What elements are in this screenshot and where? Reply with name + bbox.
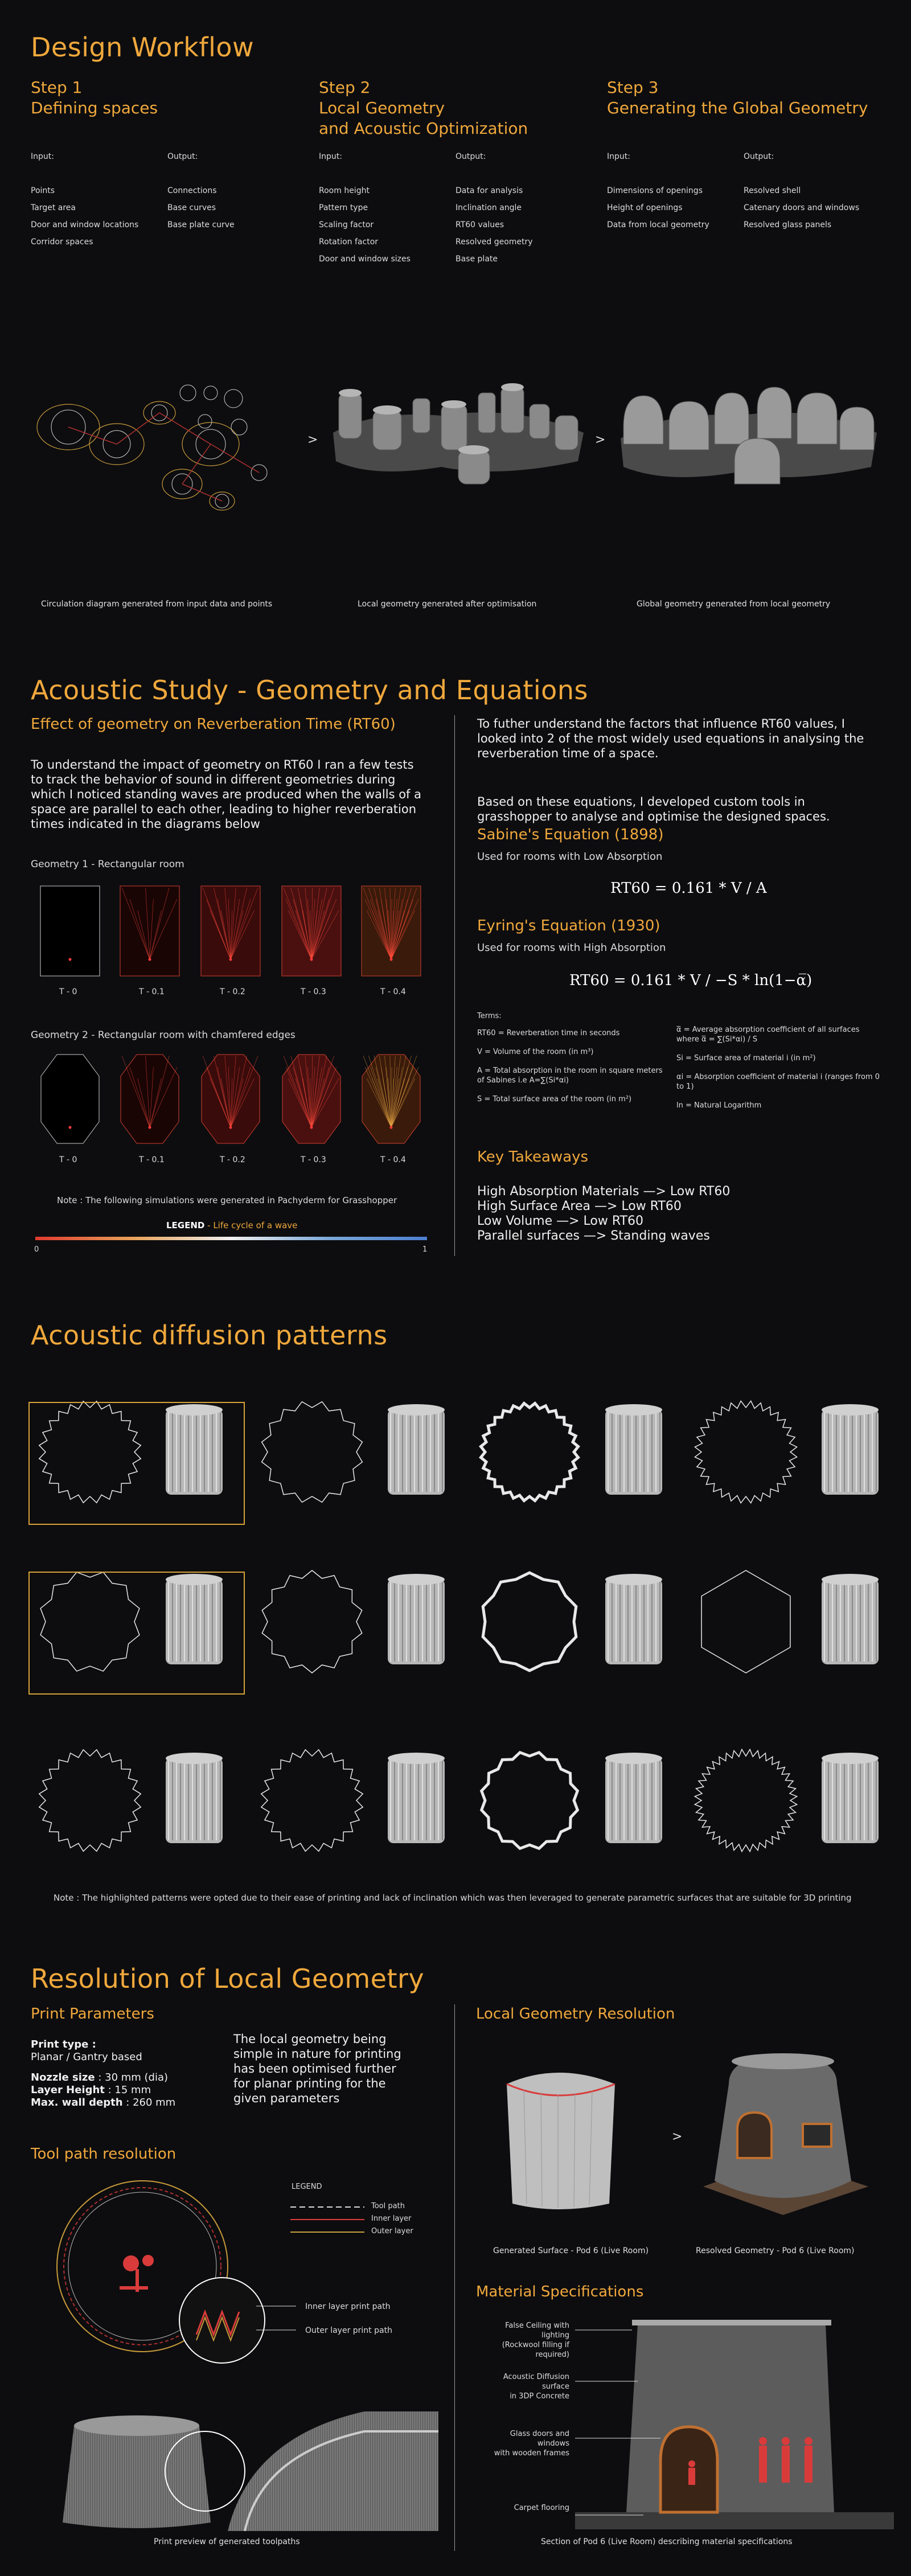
workflow-step-output-item: RT60 values bbox=[456, 220, 504, 229]
workflow-step-number: Step 1 bbox=[31, 78, 83, 97]
rt60-simulation-frame bbox=[120, 1053, 180, 1145]
wave-legend-title bbox=[166, 1220, 297, 1230]
acoustic-title: Acoustic Study - Geometry and Equations bbox=[31, 675, 588, 705]
simulation-time-label: T - 0 bbox=[59, 1155, 77, 1164]
takeaways-title: Key Takeaways bbox=[477, 1148, 589, 1166]
simulation-time-label: T - 0.2 bbox=[220, 987, 245, 996]
wall-label: Max. wall depth bbox=[31, 2097, 123, 2109]
workflow-step-output-column bbox=[456, 148, 533, 268]
equation-term: Si = Surface area of material i (in m²) bbox=[676, 1054, 816, 1063]
pachyderm-note: Note : The following simulations were generated in Pachyderm for Grasshopper bbox=[57, 1195, 397, 1205]
workflow-step-name: Local Geometry and Acoustic Optimization bbox=[319, 99, 528, 138]
equation-term: V = Volume of the room (in m³) bbox=[477, 1048, 594, 1056]
workflow-step-number: Step 2 bbox=[319, 78, 371, 97]
rt60-simulation-frame bbox=[40, 885, 100, 977]
workflow-title: Design Workflow bbox=[31, 32, 255, 63]
rt60-simulation-frame bbox=[281, 885, 342, 977]
workflow-step-input-item: Data from local geometry bbox=[607, 220, 709, 229]
terms-left bbox=[477, 1028, 671, 1113]
pod-section-render bbox=[575, 2313, 894, 2535]
rt60-simulation-frame bbox=[361, 1053, 421, 1145]
equation-term: αi = Absorption coefficient of material i (ranges from 0 to 1) bbox=[676, 1073, 880, 1091]
workflow-step-output-item: Resolved geometry bbox=[456, 237, 533, 247]
generated-surface-render bbox=[495, 2061, 626, 2215]
layer-value: : 15 mm bbox=[104, 2084, 151, 2096]
print-preview-caption: Print preview of generated toolpaths bbox=[154, 2537, 300, 2546]
rt60-simulation-frame bbox=[120, 885, 180, 977]
workflow-step-input-column bbox=[607, 148, 709, 233]
takeaway-item: Parallel surfaces —> Standing waves bbox=[477, 1229, 710, 1243]
diffusion-cylinder-render bbox=[602, 1570, 665, 1673]
simulation-time-label: T - 0.3 bbox=[301, 1155, 326, 1164]
outer-layer-label: Outer layer print path bbox=[305, 2326, 392, 2335]
diffusion-ring-plan bbox=[473, 1565, 586, 1679]
rt60-simulation-frame bbox=[200, 1053, 261, 1145]
workflow-step-input-item: Height of openings bbox=[607, 203, 683, 212]
diffusion-note: Note : The highlighted patterns were opted due to their ease of printing and lack of inclination which was then leveraged to generate parametric surfaces that are suitable for 3D printing bbox=[54, 1893, 852, 1903]
toolpath-legend-title: LEGEND bbox=[292, 2183, 322, 2191]
toolpath-legend-item: Inner layer bbox=[371, 2214, 412, 2223]
legend-title: LEGEND bbox=[166, 1220, 205, 1230]
workflow-step-input-item: Target area bbox=[31, 203, 76, 212]
workflow-step-output-item: Resolved glass panels bbox=[744, 220, 832, 229]
diffusion-ring-plan bbox=[33, 1744, 147, 1857]
material-spec-label: Glass doors and windows with wooden frames bbox=[494, 2430, 569, 2458]
workflow-step-input-label: Input: bbox=[319, 152, 342, 161]
simulation-time-label: T - 0.1 bbox=[139, 1155, 165, 1164]
toolpath-legend-item: Tool path bbox=[371, 2202, 405, 2210]
resolved-caption: Resolved Geometry - Pod 6 (Live Room) bbox=[696, 2246, 855, 2255]
workflow-step-number: Step 3 bbox=[607, 78, 659, 97]
workflow-step-input-item: Dimensions of openings bbox=[607, 186, 703, 195]
rt60-simulation-frame bbox=[200, 885, 261, 977]
takeaways-list bbox=[477, 1184, 730, 1244]
terms-label: Terms: bbox=[477, 1012, 502, 1020]
workflow-arrow-1: > bbox=[307, 433, 318, 447]
workflow-step-output-item: Data for analysis bbox=[456, 186, 523, 195]
diffusion-cylinder-render bbox=[602, 1749, 665, 1852]
print-preview bbox=[57, 2392, 438, 2531]
acoustic-intro: To understand the impact of geometry on RT60 I ran a few tests to track the behavior of sound in different geometries during which I noticed standing waves are produced when the walls of a space are parallel to each other, leading to higher reverberation times indicated in the diagrams below bbox=[31, 758, 421, 831]
eyring-desc: Used for rooms with High Absorption bbox=[477, 942, 666, 954]
print-type-label: Print type : bbox=[31, 2038, 96, 2050]
workflow-step-output-column bbox=[167, 148, 235, 233]
workflow-step-input-item: Rotation factor bbox=[319, 237, 379, 247]
equation-term: S = Total surface area of the room (in m²) bbox=[477, 1095, 632, 1104]
terms-right bbox=[676, 1025, 881, 1119]
print-params-title: Print Parameters bbox=[31, 2005, 154, 2023]
equation-term: ln = Natural Logarithm bbox=[676, 1101, 762, 1110]
material-title: Material Specifications bbox=[476, 2283, 644, 2300]
workflow-step-output-label: Output: bbox=[456, 152, 486, 161]
workflow-step-output-label: Output: bbox=[167, 152, 198, 161]
workflow-step-input-column bbox=[319, 148, 411, 268]
workflow-step-output-item: Inclination angle bbox=[456, 203, 522, 212]
diffusion-ring-plan bbox=[255, 1395, 369, 1509]
global-geometry-render bbox=[615, 370, 883, 518]
simulation-time-label: T - 0.4 bbox=[380, 1155, 406, 1164]
local-res-arrow: > bbox=[672, 2130, 683, 2144]
workflow-image-caption: Global geometry generated from local geometry bbox=[637, 600, 831, 609]
workflow-arrow-2: > bbox=[595, 433, 606, 447]
workflow-step-output-item: Base plate curve bbox=[167, 220, 235, 229]
rt60-simulation-frame bbox=[281, 1053, 342, 1145]
workflow-image-caption: Local geometry generated after optimisation bbox=[358, 600, 537, 609]
diffusion-ring-plan bbox=[689, 1744, 803, 1857]
geometry2-label: Geometry 2 - Rectangular room with chamfered edges bbox=[31, 1029, 296, 1041]
diffusion-ring-plan bbox=[255, 1744, 369, 1857]
legend-desc: - Life cycle of a wave bbox=[204, 1220, 298, 1230]
diffusion-cylinder-render bbox=[385, 1401, 448, 1503]
diffusion-title: Acoustic diffusion patterns bbox=[31, 1320, 388, 1351]
workflow-step-input-item: Corridor spaces bbox=[31, 237, 93, 247]
equations-tools: Based on these equations, I developed custom tools in grasshopper to analyse and optimise the designed spaces. bbox=[477, 795, 830, 823]
eyring-title: Eyring's Equation (1930) bbox=[477, 917, 660, 934]
diffusion-cylinder-render bbox=[163, 1749, 225, 1852]
diffusion-cylinder-render bbox=[819, 1570, 881, 1673]
sabine-title: Sabine's Equation (1898) bbox=[477, 826, 664, 843]
takeaway-item: High Absorption Materials —> Low RT60 bbox=[477, 1184, 731, 1199]
resolved-geometry-render bbox=[697, 2044, 874, 2221]
diffusion-ring-plan bbox=[689, 1395, 803, 1509]
workflow-step-output-label: Output: bbox=[744, 152, 774, 161]
simulation-time-label: T - 0.1 bbox=[139, 987, 165, 996]
simulation-time-label: T - 0 bbox=[59, 987, 77, 996]
workflow-step-output-item: Catenary doors and windows bbox=[744, 203, 860, 212]
layer-label: Layer Height bbox=[31, 2084, 105, 2096]
takeaway-item: High Surface Area —> Low RT60 bbox=[477, 1199, 682, 1213]
workflow-step-output-column bbox=[744, 148, 859, 233]
nozzle-value: : 30 mm (dia) bbox=[95, 2072, 169, 2083]
local-res-title: Local Geometry Resolution bbox=[476, 2005, 675, 2023]
workflow-step-heading bbox=[607, 77, 868, 118]
diffusion-cylinder-render bbox=[385, 1570, 448, 1673]
workflow-image-caption: Circulation diagram generated from input data and points bbox=[41, 600, 273, 609]
rt60-simulation-frame bbox=[40, 1053, 100, 1145]
wall-value: : 260 mm bbox=[122, 2097, 176, 2109]
toolpath-title: Tool path resolution bbox=[31, 2146, 177, 2163]
workflow-step-input-column bbox=[31, 148, 138, 251]
diffusion-ring-plan bbox=[689, 1565, 803, 1679]
geometry1-label: Geometry 1 - Rectangular room bbox=[31, 859, 184, 870]
workflow-step-output-item: Connections bbox=[167, 186, 217, 195]
highlighted-pattern-frame bbox=[28, 1572, 245, 1695]
simulation-time-label: T - 0.3 bbox=[301, 987, 326, 996]
sabine-desc: Used for rooms with Low Absorption bbox=[477, 851, 663, 863]
wave-legend-bar bbox=[35, 1237, 427, 1240]
resolution-title: Resolution of Local Geometry bbox=[31, 1963, 425, 1994]
simulation-time-label: T - 0.2 bbox=[220, 1155, 245, 1164]
workflow-step-output-item: Base plate bbox=[456, 255, 498, 264]
workflow-step-input-item: Door and window sizes bbox=[319, 255, 411, 264]
diffusion-ring-plan bbox=[255, 1565, 369, 1679]
takeaway-item: Low Volume —> Low RT60 bbox=[477, 1214, 643, 1228]
highlighted-pattern-frame bbox=[28, 1402, 245, 1525]
workflow-step-input-item: Room height bbox=[319, 186, 370, 195]
diffusion-cylinder-render bbox=[385, 1749, 448, 1852]
workflow-step-input-label: Input: bbox=[607, 152, 630, 161]
workflow-step-input-label: Input: bbox=[31, 152, 54, 161]
toolpath-legend-item: Outer layer bbox=[371, 2227, 413, 2235]
print-desc: The local geometry being simple in nature for printing has been optimised further for planar printing for the given parameters bbox=[233, 2032, 401, 2105]
print-type-value: Planar / Gantry based bbox=[31, 2051, 142, 2063]
toolpath-legend-lines bbox=[290, 2202, 364, 2237]
legend-min: 0 bbox=[34, 1245, 39, 1254]
eyring-equation: RT60 = 0.161 * V / −S * ln(1−α̅) bbox=[569, 972, 812, 989]
nozzle-label: Nozzle size bbox=[31, 2072, 95, 2083]
resolution-divider bbox=[454, 2004, 455, 2551]
equation-term: RT60 = Reverberation time in seconds bbox=[477, 1029, 620, 1037]
workflow-step-name: Defining spaces bbox=[31, 99, 158, 117]
workflow-step-heading bbox=[319, 77, 528, 139]
section-caption: Section of Pod 6 (Live Room) describing material specifications bbox=[541, 2537, 793, 2546]
rt60-subtitle: Effect of geometry on Reverberation Time (RT60) bbox=[31, 716, 396, 733]
diffusion-cylinder-render bbox=[819, 1749, 881, 1852]
circulation-diagram bbox=[34, 370, 307, 518]
material-spec-label: False Ceiling with lighting (Rockwool filling if required) bbox=[502, 2321, 569, 2359]
diffusion-ring-plan bbox=[473, 1744, 586, 1857]
workflow-step-input-item: Scaling factor bbox=[319, 220, 374, 229]
workflow-step-name: Generating the Global Geometry bbox=[607, 99, 868, 117]
workflow-step-output-item: Base curves bbox=[167, 203, 216, 212]
equation-term: α̅ = Average absorption coefficient of all surfaces where α̅ = ∑(Si*αi) / S bbox=[676, 1026, 860, 1044]
diffusion-cylinder-render bbox=[602, 1401, 665, 1503]
diffusion-cylinder-render bbox=[819, 1401, 881, 1503]
print-params bbox=[31, 2038, 175, 2109]
workflow-step-input-item: Pattern type bbox=[319, 203, 368, 212]
material-spec-label: Acoustic Diffusion surface in 3DP Concrete bbox=[503, 2373, 569, 2401]
inner-layer-label: Inner layer print path bbox=[305, 2302, 391, 2311]
material-spec-label: Carpet flooring bbox=[514, 2504, 569, 2512]
local-geometry-render bbox=[327, 370, 589, 518]
workflow-step-output-item: Resolved shell bbox=[744, 186, 801, 195]
rt60-simulation-frame bbox=[361, 885, 421, 977]
workflow-step-input-item: Door and window locations bbox=[31, 220, 139, 229]
diffusion-ring-plan bbox=[473, 1395, 586, 1509]
acoustic-divider bbox=[454, 715, 455, 1256]
generated-caption: Generated Surface - Pod 6 (Live Room) bbox=[493, 2246, 649, 2255]
equations-intro: To futher understand the factors that influence RT60 values, I looked into 2 of the most widely used equations in analysing the reverberation time of a space. bbox=[477, 717, 864, 760]
equation-term: A = Total absorption in the room in square meters of Sabines i.e A=∑(Si*αi) bbox=[477, 1067, 663, 1085]
legend-max: 1 bbox=[422, 1245, 428, 1254]
simulation-time-label: T - 0.4 bbox=[380, 987, 406, 996]
workflow-step-input-item: Points bbox=[31, 186, 55, 195]
workflow-step-heading bbox=[31, 77, 158, 118]
sabine-equation: RT60 = 0.161 * V / A bbox=[610, 880, 767, 897]
